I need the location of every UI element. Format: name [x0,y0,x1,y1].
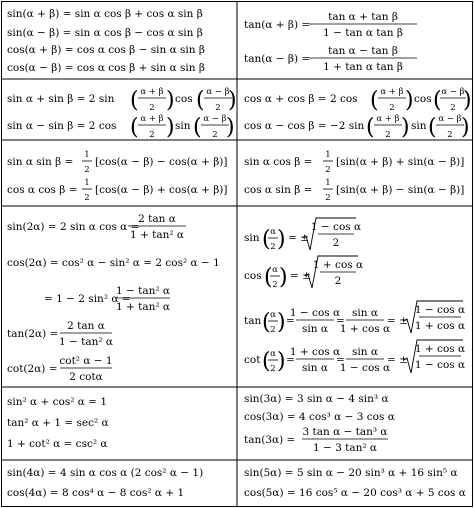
svg-text:): ) [277,310,286,335]
cot-half-denominator-3: 1 − cos α [414,359,466,371]
half-angle-numerator: α + β [140,87,164,97]
half-angle-numerator: α + β [140,114,164,124]
half-angle-denominator: 2 [149,103,155,113]
tan-half-numerator-2: sin α [352,307,378,319]
svg-text:(: ( [193,115,202,140]
cell-product-to-sum-left [7,150,228,203]
tan-triple-lhs: tan(3α) = [244,434,296,446]
half-angle-denominator: 2 [450,103,456,113]
half-angle-numerator: α [270,349,276,359]
cos-double-numerator: 1 − tan² α [115,285,171,297]
tan-half-numerator-3: 1 − cos α [414,304,466,316]
sin-difference-lhs: sin α − sin β = 2 cos [7,120,117,132]
tan-difference-lhs: tan(α − β) = [244,53,311,65]
plus-minus: = ± [387,354,408,366]
half-angle-numerator: α [270,310,276,320]
cot-half-denominator-2: 1 − cos α [339,362,391,374]
svg-text:(: ( [433,88,442,113]
cot-half-numerator-2: sin α [352,346,378,358]
tan-half-denominator-1: sin α [302,323,328,335]
table-grid [2,2,473,507]
svg-text:(: ( [262,349,271,374]
half-angle-numerator: α + β [380,87,404,97]
sin-double-lhs: sin(2α) = 2 sin α cos α = [7,221,140,233]
half-angle-denominator: 2 [272,280,278,290]
cos-sin-rhs: [sin(α + β) − sin(α − β)] [336,184,465,196]
identity-cos-sum: cos(α + β) = cos α cos β − sin α sin β [7,44,205,56]
sin-triple: sin(3α) = 3 sin α − 4 sin³ α [244,393,389,405]
half-angle-denominator: 2 [149,130,155,140]
pythagorean-identity-1: sin² α + cos² α = 1 [7,396,108,408]
tan-half-func: tan [244,315,262,327]
half-angle-numerator: α [272,265,278,275]
tan-double-numerator: 2 tan α [67,320,105,332]
svg-text:): ) [226,115,235,140]
cos-sum-second-factor: cos [414,93,432,105]
sin-quintuple: sin(5α) = 5 sin α − 20 sin³ α + 16 sin⁵ α [244,467,458,479]
svg-text:): ) [277,227,286,252]
svg-text:(: ( [262,310,271,335]
plus-minus: = ± [290,270,311,282]
tan-sum-denominator: 1 − tan α tan β [323,27,403,39]
cell-quintuple-angle [244,467,466,499]
cot-half-numerator-1: 1 + cos α [289,346,341,358]
svg-text:): ) [279,265,288,290]
cos-sin-lhs: cos α sin β = [244,184,313,196]
sin-double-numerator: 2 tan α [138,213,176,225]
cot-half-numerator-3: 1 + cos α [414,343,466,355]
sin-sum-lhs: sin α + sin β = 2 sin [7,93,115,105]
coefficient-denominator: 2 [84,193,90,203]
svg-text:(: ( [370,88,379,113]
half-angle-denominator: 2 [389,103,395,113]
half-angle-denominator: 2 [270,364,276,374]
svg-text:): ) [405,88,414,113]
svg-text:): ) [277,349,286,374]
sin-half-func: sin [244,232,260,244]
equals: = [286,315,295,327]
half-angle-denominator: 2 [215,103,221,113]
cell-sum-to-product-cos [244,87,472,140]
cos-cos-rhs: [cos(α − β) + cos(α + β)] [95,184,228,196]
half-angle-numerator: α − β [203,114,227,124]
equals: = [286,354,295,366]
tan-sum-lhs: tan(α + β) = [244,19,311,31]
half-angle-numerator: α − β [206,87,230,97]
cos-double-denominator: 1 + tan² α [115,301,171,313]
coefficient-numerator: 1 [84,178,90,188]
cos-half-func: cos [244,270,262,282]
tan-half-denominator-3: 1 + cos α [414,320,466,332]
sin-half-numerator: 1 − cos α [310,221,362,233]
sin-cos-rhs: [sin(α + β) + sin(α − β)] [336,156,465,168]
tan-difference-denominator: 1 + tan α tan β [323,61,403,73]
sin-sin-rhs: [cos(α − β) − cos(α + β)] [95,156,228,168]
tan-triple-denominator: 1 − 3 tan² α [312,442,378,454]
cell-half-angle [244,218,465,374]
pythagorean-identity-2: tan² α + 1 = sec² α [7,417,109,429]
cos-quintuple: cos(5α) = 16 cos⁵ α − 20 cos³ α + 5 cos α [244,487,466,499]
svg-text:(: ( [262,227,271,252]
cot-double-denominator: 2 cotα [69,371,103,383]
coefficient-numerator: 1 [325,178,331,188]
svg-text:): ) [461,115,470,140]
cell-quadruple-angle [7,467,203,499]
equals: = [336,315,345,327]
tan-double-lhs: tan(2α) = [7,328,59,340]
plus-minus: = ± [288,232,309,244]
sin-sum-second-factor: cos [175,93,193,105]
cell-pythagorean [7,396,109,450]
svg-text:(: ( [130,115,139,140]
sin-sin-lhs: sin α sin β = [7,156,74,168]
half-angle-denominator: 2 [270,242,276,252]
sin-double-denominator: 1 + tan² α [129,229,185,241]
cell-product-to-sum-right [244,150,464,203]
svg-text:): ) [228,88,237,113]
coefficient-denominator: 2 [325,165,331,175]
tan-triple-numerator: 3 tan α − tan³ α [302,426,388,438]
sin-cos-lhs: sin α cos β = [244,156,313,168]
svg-text:(: ( [264,265,273,290]
cos-half-denominator: 2 [334,275,342,287]
cell-sum-to-product-sin [7,87,237,140]
plus-minus: = ± [387,315,408,327]
svg-text:): ) [166,115,175,140]
sin-quadruple: sin(4α) = 4 sin α cos α (2 cos² α − 1) [7,467,204,479]
identity-cos-difference: cos(α − β) = cos α cos β + sin α sin β [7,62,205,74]
equals: = [336,354,345,366]
tan-half-numerator-1: 1 − cos α [289,307,341,319]
cos-double: cos(2α) = cos² α − sin² α = 2 cos² α − 1 [7,257,220,269]
svg-text:(: ( [196,88,205,113]
half-angle-numerator: α [270,227,276,237]
svg-text:(: ( [366,115,375,140]
cos-double-alt-lhs: = 1 − 2 sin² α = [44,293,131,305]
svg-text:(: ( [130,88,139,113]
cos-difference-lhs: cos α − cos β = −2 sin [244,120,365,132]
identity-sin-difference: sin(α − β) = sin α cos β − cos α sin β [7,27,203,39]
tan-sum-numerator: tan α + tan β [328,11,398,23]
identity-sin-sum: sin(α + β) = sin α cos β + cos α sin β [7,8,203,20]
cot-half-func: cot [244,354,261,366]
tan-double-denominator: 1 − tan² α [58,336,114,348]
sin-half-denominator: 2 [332,237,340,249]
pythagorean-identity-3: 1 + cot² α = csc² α [7,438,108,450]
cos-quadruple: cos(4α) = 8 cos⁴ α − 8 cos² α + 1 [7,487,185,499]
cell-tan-sum-difference [244,11,417,73]
cos-difference-second-factor: sin [411,120,427,132]
svg-text:(: ( [428,115,437,140]
half-angle-numerator: α − β [438,114,462,124]
coefficient-numerator: 1 [84,150,90,160]
cell-triple-angle [244,393,395,454]
cot-double-numerator: cot² α − 1 [59,355,113,367]
cos-half-numerator: 1 + cos α [312,259,364,271]
svg-text:): ) [166,88,175,113]
tan-half-denominator-2: 1 + cos α [339,323,391,335]
svg-text:): ) [463,88,472,113]
cos-cos-lhs: cos α cos β = [7,184,78,196]
cot-double-lhs: cot(2α) = [7,363,58,375]
coefficient-denominator: 2 [325,193,331,203]
tan-difference-numerator: tan α − tan β [328,45,398,57]
half-angle-denominator: 2 [270,325,276,335]
cell-double-angle [7,213,220,383]
half-angle-numerator: α − β [441,87,465,97]
coefficient-numerator: 1 [325,150,331,160]
half-angle-denominator: 2 [212,130,218,140]
half-angle-denominator: 2 [447,130,453,140]
coefficient-denominator: 2 [84,165,90,175]
half-angle-denominator: 2 [385,130,391,140]
sin-difference-second-factor: sin [175,120,191,132]
cot-half-denominator-1: sin α [302,362,328,374]
cell-sum-difference-sin-cos [7,8,205,74]
half-angle-numerator: α + β [376,114,400,124]
cos-triple: cos(3α) = 4 cos³ α − 3 cos α [244,411,395,423]
cos-sum-lhs: cos α + cos β = 2 cos [244,93,358,105]
svg-text:): ) [401,115,410,140]
